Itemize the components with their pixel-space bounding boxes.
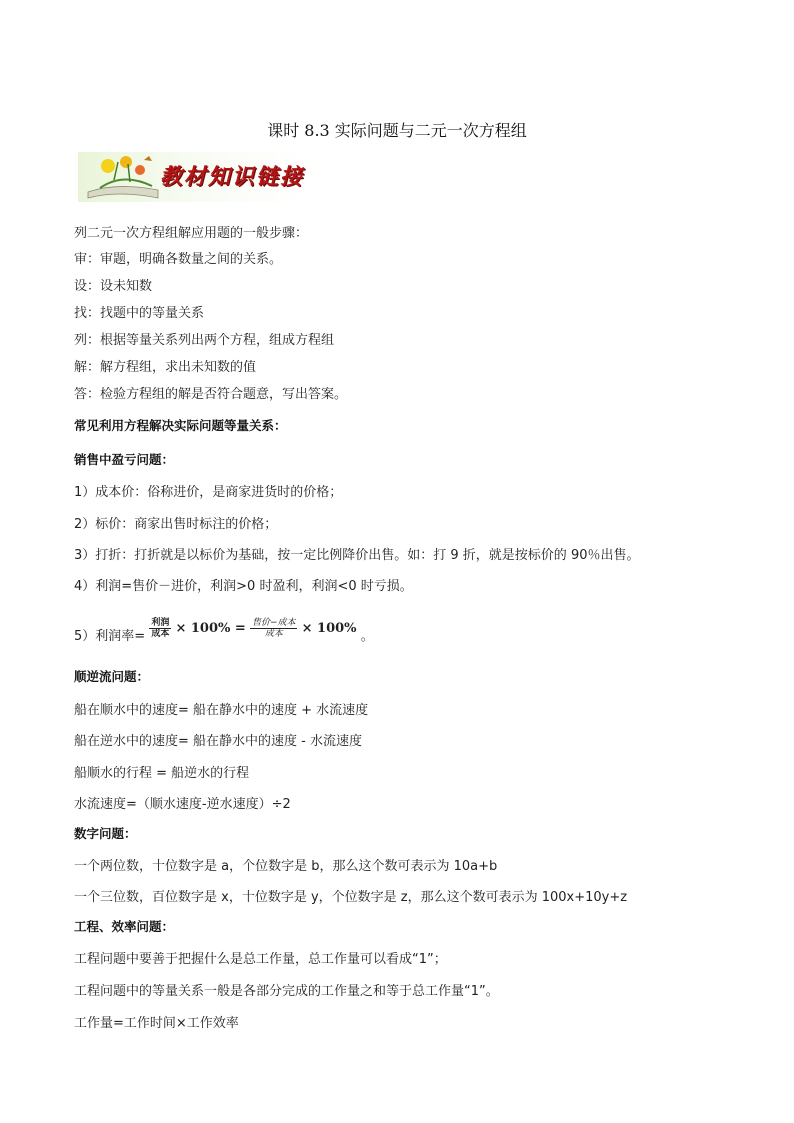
profit-rate-line [74,618,374,647]
step-find: 找：找题中的等量关系 [74,306,205,321]
sales-item-3: 3）打折：打折就是以标价为基础，按一定比例降价出售。如：打 9 折，就是按标价的 90％出售。 [74,548,640,563]
fraction-denominator: 成本 [151,629,170,639]
fraction-numerator: 利润 [151,618,170,628]
fraction-denominator: 成本 [264,629,283,639]
work-heading: 工程、效率问题： [74,919,175,934]
profit-rate-prefix: 5）利润率= [74,629,146,644]
profit-rate-formula [149,618,356,639]
formula-end: × 100% [301,621,357,636]
steps-intro: 列二元一次方程组解应用题的一般步骤： [74,226,309,241]
step-review: 审：审题，明确各数量之间的关系。 [74,252,283,267]
step-list: 列：根据等量关系列出两个方程，组成方程组 [74,333,335,348]
work-line-3: 工作量=工作时间×工作效率 [74,1016,239,1031]
sales-item-1: 1）成本价：俗称进价，是商家进货时的价格； [74,485,343,500]
profit-rate-suffix: 。 [360,629,374,644]
stream-line-3: 船顺水的行程 = 船逆水的行程 [74,766,250,781]
sales-item-4: 4）利润=售价－进价，利润>0 时盈利，利润<0 时亏损。 [74,579,413,594]
step-solve: 解：解方程组，求出未知数的值 [74,360,257,375]
common-relations-heading: 常见利用方程解决实际问题等量关系： [74,418,287,433]
stream-line-2: 船在逆水中的速度= 船在静水中的速度 - 水流速度 [74,734,362,749]
digits-line-1: 一个两位数，十位数字是 a，个位数字是 b，那么这个数可表示为 10a+b [74,859,498,874]
fraction-price-cost [250,618,298,639]
work-line-1: 工程问题中要善于把握什么是总工作量，总工作量可以看成“1”； [74,952,447,967]
page-title: 课时 8.3 实际问题与二元一次方程组 [267,121,527,140]
banner-heading: 教材知识链接 [160,164,305,190]
stream-line-1: 船在顺水中的速度= 船在静水中的速度 + 水流速度 [74,703,369,718]
stream-line-4: 水流速度=（顺水速度-逆水速度）÷2 [74,797,291,812]
step-answer: 答：检验方程组的解是否符合题意，写出答案。 [74,387,348,402]
fraction-numerator: 售价−成本 [251,618,296,628]
work-line-2: 工程问题中的等量关系一般是各部分完成的工作量之和等于总工作量“1”。 [74,984,499,999]
sales-item-2: 2）标价：商家出售时标注的价格； [74,517,278,532]
formula-middle: × 100% = [175,621,246,636]
stream-heading: 顺逆流问题： [74,669,150,684]
digits-heading: 数字问题： [74,826,137,841]
fraction-profit-cost [149,618,171,639]
digits-line-2: 一个三位数，百位数字是 x，十位数字是 y，个位数字是 z，那么这个数可表示为 100x+10y+z [74,890,628,905]
step-set: 设：设未知数 [74,279,153,294]
sales-heading: 销售中盈亏问题： [74,452,175,467]
